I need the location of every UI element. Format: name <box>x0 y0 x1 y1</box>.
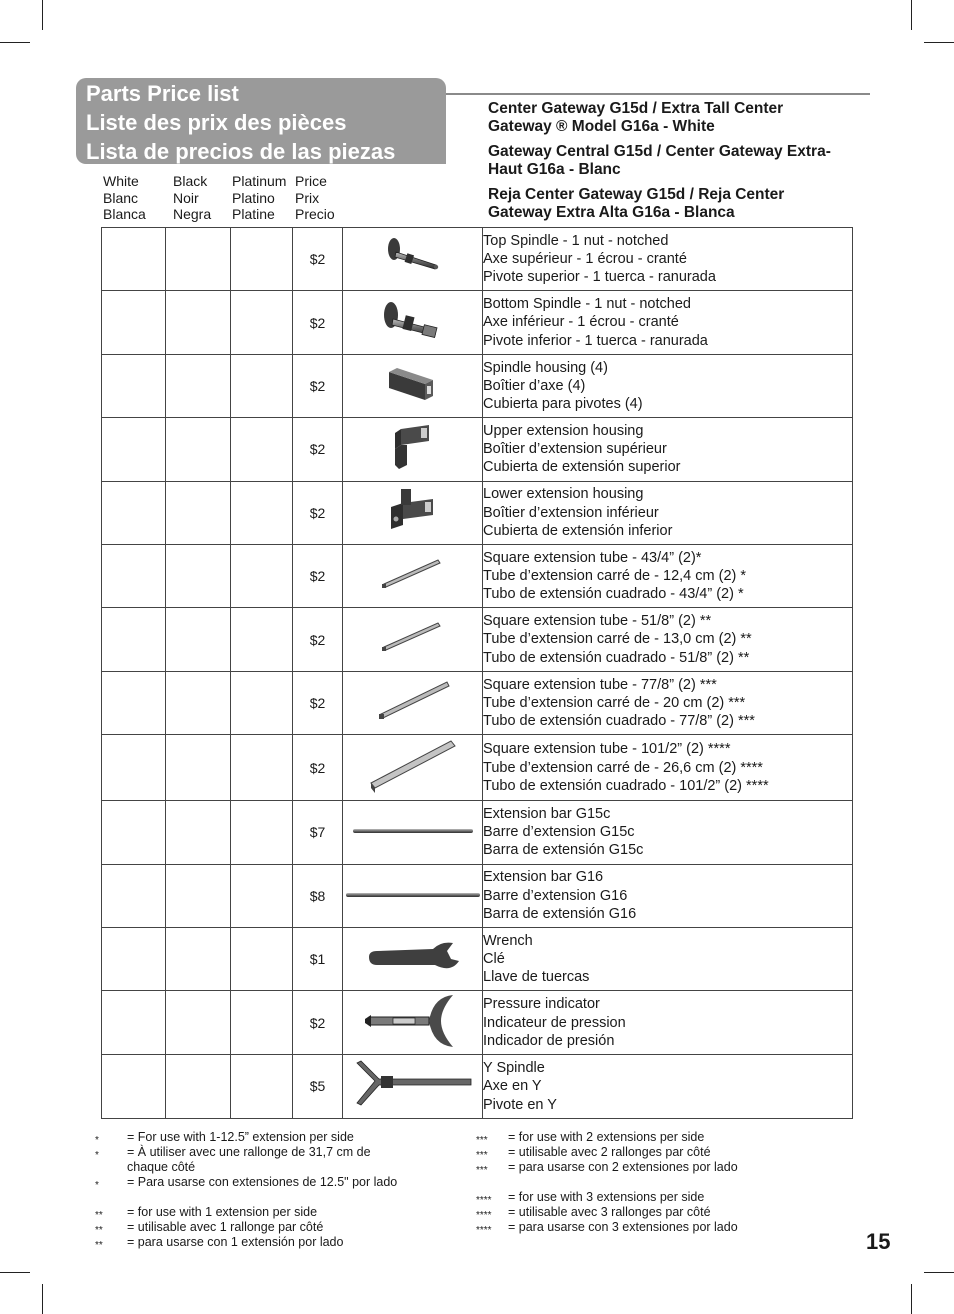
black-qty-cell <box>166 544 231 607</box>
part-image-cell <box>343 1055 483 1118</box>
part-description-en: Square extension tube - 77/8” (2) *** <box>483 676 717 693</box>
footnote-marker: **** <box>476 1210 492 1221</box>
table-row <box>102 864 853 927</box>
part-description-fr: Tube d’extension carré de - 13,0 cm (2) ** <box>483 631 752 648</box>
platinum-qty-cell <box>231 354 293 417</box>
part-description-en: Extension bar G16 <box>483 869 604 886</box>
part-image-cell <box>343 354 483 417</box>
footnote-text: = utilisable avec 2 rallonges par côté <box>508 1145 711 1159</box>
white-qty-cell <box>102 864 166 927</box>
part-description-es: Pivote en Y <box>483 1096 557 1113</box>
crop-mark <box>924 1272 954 1273</box>
part-description-es: Cubierta de extensión superior <box>483 459 681 476</box>
table-row <box>102 228 853 291</box>
price-cell: $7 <box>293 801 343 864</box>
white-qty-cell <box>102 544 166 607</box>
crop-mark <box>42 1284 43 1314</box>
part-description-en: Square extension tube - 51/8” (2) ** <box>483 613 712 630</box>
part-description-cell <box>483 991 853 1055</box>
part-description-es: Pivote superior - 1 tuerca - ranurada <box>483 269 716 286</box>
part-description-es: Tubo de extensión cuadrado - 51/8” (2) ** <box>483 649 750 666</box>
part-description-es: Tubo de extensión cuadrado - 77/8” (2) *** <box>483 713 755 730</box>
table-row <box>102 801 853 864</box>
platinum-qty-cell <box>231 544 293 607</box>
part-description-en: Square extension tube - 101/2” (2) **** <box>483 741 731 758</box>
part-description-en: Upper extension housing <box>483 423 644 440</box>
black-qty-cell <box>166 481 231 544</box>
part-image-cell <box>343 228 483 291</box>
part-image-cell <box>343 991 483 1055</box>
price-cell: $2 <box>293 291 343 354</box>
part-description-fr: Tube d’extension carré de - 12,4 cm (2) * <box>483 568 747 585</box>
footnote-text: chaque côté <box>127 1160 196 1174</box>
black-qty-cell <box>166 927 231 990</box>
footnote-text: = utilisable avec 1 rallonge par côté <box>127 1220 324 1234</box>
y-spindle-icon <box>351 1098 475 1115</box>
part-description-fr: Boîtier d’extension inférieur <box>483 504 659 521</box>
footnote-marker: *** <box>476 1150 488 1161</box>
platinum-qty-cell <box>231 991 293 1055</box>
footnote-text: = para usarse con 2 extensiones por lado <box>508 1160 738 1174</box>
part-description-cell <box>483 801 853 864</box>
bottom-spindle-icon <box>378 332 448 349</box>
parts-table <box>101 227 853 1119</box>
footnote-text: = For use with 1-12.5” extension per side <box>127 1130 354 1144</box>
title-line: Parts Price list <box>86 81 239 106</box>
page-number: 15 <box>866 1229 891 1254</box>
top-spindle-icon <box>378 266 448 283</box>
table-row <box>102 481 853 544</box>
white-qty-cell <box>102 418 166 481</box>
part-description-cell <box>483 354 853 417</box>
price-cell: $2 <box>293 671 343 734</box>
crop-mark <box>911 0 912 30</box>
extension-tube-short-icon <box>378 581 448 598</box>
part-description-cell <box>483 927 853 990</box>
part-description-cell <box>483 481 853 544</box>
platinum-qty-cell <box>231 671 293 734</box>
title-line: Lista de precios de las piezas <box>86 139 396 164</box>
column-header-white: White Blanc Blanca <box>103 173 146 222</box>
footnote <box>95 1160 455 1175</box>
white-qty-cell <box>102 228 166 291</box>
black-qty-cell <box>166 608 231 671</box>
footnote <box>95 1190 455 1205</box>
part-description-cell <box>483 608 853 671</box>
platinum-qty-cell <box>231 1055 293 1118</box>
table-row <box>102 354 853 417</box>
product-title-es: Reja Center Gateway G15d / Reja Center Gateway Extra Alta G16a - Blanca <box>488 186 785 221</box>
footnote <box>476 1220 836 1235</box>
platinum-qty-cell <box>231 608 293 671</box>
black-qty-cell <box>166 991 231 1055</box>
part-image-cell <box>343 927 483 990</box>
title-line: Liste des prix des pièces <box>86 110 347 135</box>
part-description-en: Spindle housing (4) <box>483 359 608 376</box>
footnote-marker: **** <box>476 1195 492 1206</box>
white-qty-cell <box>102 291 166 354</box>
part-description-en: Top Spindle - 1 nut - notched <box>483 232 669 249</box>
part-description-fr: Tube d’extension carré de - 26,6 cm (2) **** <box>483 759 763 776</box>
white-qty-cell <box>102 1055 166 1118</box>
price-cell: $2 <box>293 544 343 607</box>
crop-mark <box>911 1284 912 1314</box>
price-cell: $8 <box>293 864 343 927</box>
column-header-price: Price Prix Precio <box>295 173 335 222</box>
footnote-marker: ** <box>95 1210 103 1221</box>
part-description-cell <box>483 544 853 607</box>
table-row <box>102 1055 853 1118</box>
crop-mark <box>924 42 954 43</box>
white-qty-cell <box>102 735 166 801</box>
extension-tube-medium-icon <box>373 711 453 728</box>
extension-tube-long-icon <box>365 782 461 799</box>
white-qty-cell <box>102 801 166 864</box>
table-row <box>102 291 853 354</box>
table-row <box>102 671 853 734</box>
part-description-en: Y Spindle <box>483 1060 545 1077</box>
part-description-es: Llave de tuercas <box>483 969 590 986</box>
platinum-qty-cell <box>231 927 293 990</box>
wrench-icon <box>363 962 463 979</box>
footnote-marker: * <box>95 1135 99 1146</box>
part-description-cell <box>483 291 853 354</box>
table-row <box>102 544 853 607</box>
part-description-es: Indicador de presión <box>483 1032 615 1049</box>
header-rule <box>446 93 870 95</box>
part-image-cell <box>343 291 483 354</box>
part-image-cell <box>343 608 483 671</box>
part-image-cell <box>343 481 483 544</box>
part-description-fr: Boîtier d’extension supérieur <box>483 441 667 458</box>
extension-tube-short-icon <box>378 644 448 661</box>
footnote <box>476 1145 836 1160</box>
part-description-fr: Boîtier d’axe (4) <box>483 377 586 394</box>
part-description-en: Lower extension housing <box>483 486 644 503</box>
footnote-marker: *** <box>476 1135 488 1146</box>
part-description-cell <box>483 228 853 291</box>
extension-bar-short-icon <box>351 823 475 840</box>
part-description-fr: Barre d’extension G15c <box>483 824 635 841</box>
price-cell: $2 <box>293 354 343 417</box>
spindle-housing-icon <box>383 391 443 408</box>
part-description-es: Cubierta de extensión inferior <box>483 522 673 539</box>
part-description-fr: Clé <box>483 951 505 967</box>
part-description-en: Square extension tube - 43/4” (2)* <box>483 549 702 566</box>
footnote <box>95 1175 455 1190</box>
crop-mark <box>42 0 43 30</box>
table-row <box>102 991 853 1055</box>
footnote-text: = for use with 1 extension per side <box>127 1205 318 1219</box>
platinum-qty-cell <box>231 418 293 481</box>
black-qty-cell <box>166 418 231 481</box>
footnote-text: = À utiliser avec une rallonge de 31,7 cm de <box>127 1145 371 1159</box>
table-row <box>102 608 853 671</box>
table-row <box>102 927 853 990</box>
part-description-cell <box>483 735 853 801</box>
footnote-text: = utilisable avec 3 rallonges par côté <box>508 1205 711 1219</box>
footnote <box>95 1145 455 1160</box>
footnote-text: = para usarse con 1 extensión por lado <box>127 1235 344 1249</box>
platinum-qty-cell <box>231 228 293 291</box>
platinum-qty-cell <box>231 864 293 927</box>
product-title-fr: Gateway Central G15d / Center Gateway Extra-Haut G16a - Blanc <box>488 143 831 178</box>
black-qty-cell <box>166 291 231 354</box>
column-header-platinum: Platinum Platino Platine <box>232 173 287 222</box>
price-cell: $2 <box>293 735 343 801</box>
part-description-fr: Indicateur de pression <box>483 1014 626 1031</box>
part-description-es: Barra de extensión G15c <box>483 842 644 859</box>
footnote <box>95 1235 455 1250</box>
part-image-cell <box>343 671 483 734</box>
part-description-fr: Axe en Y <box>483 1078 542 1095</box>
white-qty-cell <box>102 927 166 990</box>
price-cell: $2 <box>293 481 343 544</box>
part-description-cell <box>483 671 853 734</box>
price-cell: $2 <box>293 608 343 671</box>
part-description-fr: Axe inférieur - 1 écrou - cranté <box>483 314 679 331</box>
part-description-en: Pressure indicator <box>483 996 600 1013</box>
part-image-cell <box>343 864 483 927</box>
white-qty-cell <box>102 481 166 544</box>
crop-mark <box>0 1272 30 1273</box>
black-qty-cell <box>166 671 231 734</box>
crop-mark <box>0 42 30 43</box>
footnotes-right <box>476 1130 836 1235</box>
footnote <box>476 1190 836 1205</box>
product-title-en: Center Gateway G15d / Extra Tall Center Gateway ® Model G16a - White <box>488 100 784 135</box>
white-qty-cell <box>102 991 166 1055</box>
black-qty-cell <box>166 864 231 927</box>
upper-extension-housing-icon <box>383 460 443 477</box>
platinum-qty-cell <box>231 801 293 864</box>
white-qty-cell <box>102 354 166 417</box>
table-row <box>102 418 853 481</box>
part-description-cell <box>483 1055 853 1118</box>
column-header-black: Black Noir Negra <box>173 173 212 222</box>
footnote-marker: ** <box>95 1225 103 1236</box>
part-description-cell <box>483 418 853 481</box>
part-image-cell <box>343 735 483 801</box>
part-description-en: Extension bar G15c <box>483 806 611 823</box>
black-qty-cell <box>166 228 231 291</box>
price-cell: $5 <box>293 1055 343 1118</box>
extension-bar-long-icon <box>344 887 482 904</box>
black-qty-cell <box>166 801 231 864</box>
footnote-marker: *** <box>476 1165 488 1176</box>
table-row <box>102 735 853 801</box>
lower-extension-housing-icon <box>383 522 443 539</box>
price-cell: $2 <box>293 991 343 1055</box>
price-cell: $1 <box>293 927 343 990</box>
footnote-marker: * <box>95 1180 99 1191</box>
part-description-en: Bottom Spindle - 1 nut - notched <box>483 296 691 313</box>
part-image-cell <box>343 544 483 607</box>
footnote <box>476 1130 836 1145</box>
footnote-text: = for use with 3 extensions per side <box>508 1190 705 1204</box>
part-description-fr: Tube d’extension carré de - 20 cm (2) *** <box>483 694 746 711</box>
platinum-qty-cell <box>231 291 293 354</box>
footnote-marker: **** <box>476 1225 492 1236</box>
part-description-es: Barra de extensión G16 <box>483 905 637 922</box>
part-image-cell <box>343 801 483 864</box>
footnote-marker: * <box>95 1150 99 1161</box>
footnote-text: = para usarse con 3 extensiones por lado <box>508 1220 738 1234</box>
footnote <box>95 1220 455 1235</box>
price-cell: $2 <box>293 228 343 291</box>
part-description-cell <box>483 864 853 927</box>
footnote <box>95 1130 455 1145</box>
part-description-es: Tubo de extensión cuadrado - 43/4” (2) * <box>483 586 744 603</box>
footnote <box>476 1175 836 1190</box>
part-description-es: Tubo de extensión cuadrado - 101/2” (2) **** <box>483 777 769 794</box>
product-titles <box>488 100 848 229</box>
footnote <box>476 1160 836 1175</box>
platinum-qty-cell <box>231 481 293 544</box>
price-cell: $2 <box>293 418 343 481</box>
black-qty-cell <box>166 735 231 801</box>
part-description-es: Cubierta para pivotes (4) <box>483 396 643 413</box>
platinum-qty-cell <box>231 735 293 801</box>
footnote-text: = for use with 2 extensions per side <box>508 1130 705 1144</box>
part-description-fr: Axe supérieur - 1 écrou - cranté <box>483 251 687 268</box>
footnotes-left <box>95 1130 455 1250</box>
black-qty-cell <box>166 354 231 417</box>
footnote-marker: ** <box>95 1240 103 1251</box>
part-description-fr: Barre d’extension G16 <box>483 887 628 904</box>
black-qty-cell <box>166 1055 231 1118</box>
white-qty-cell <box>102 608 166 671</box>
part-image-cell <box>343 418 483 481</box>
footnote-text: = Para usarse con extensiones de 12.5" por lado <box>127 1175 398 1189</box>
footnote <box>95 1205 455 1220</box>
page-title <box>76 78 446 164</box>
part-description-en: Wrench <box>483 932 533 949</box>
part-description-es: Pivote inferior - 1 tuerca - ranurada <box>483 332 708 349</box>
footnote <box>476 1205 836 1220</box>
pressure-indicator-icon <box>363 1036 463 1053</box>
white-qty-cell <box>102 671 166 734</box>
